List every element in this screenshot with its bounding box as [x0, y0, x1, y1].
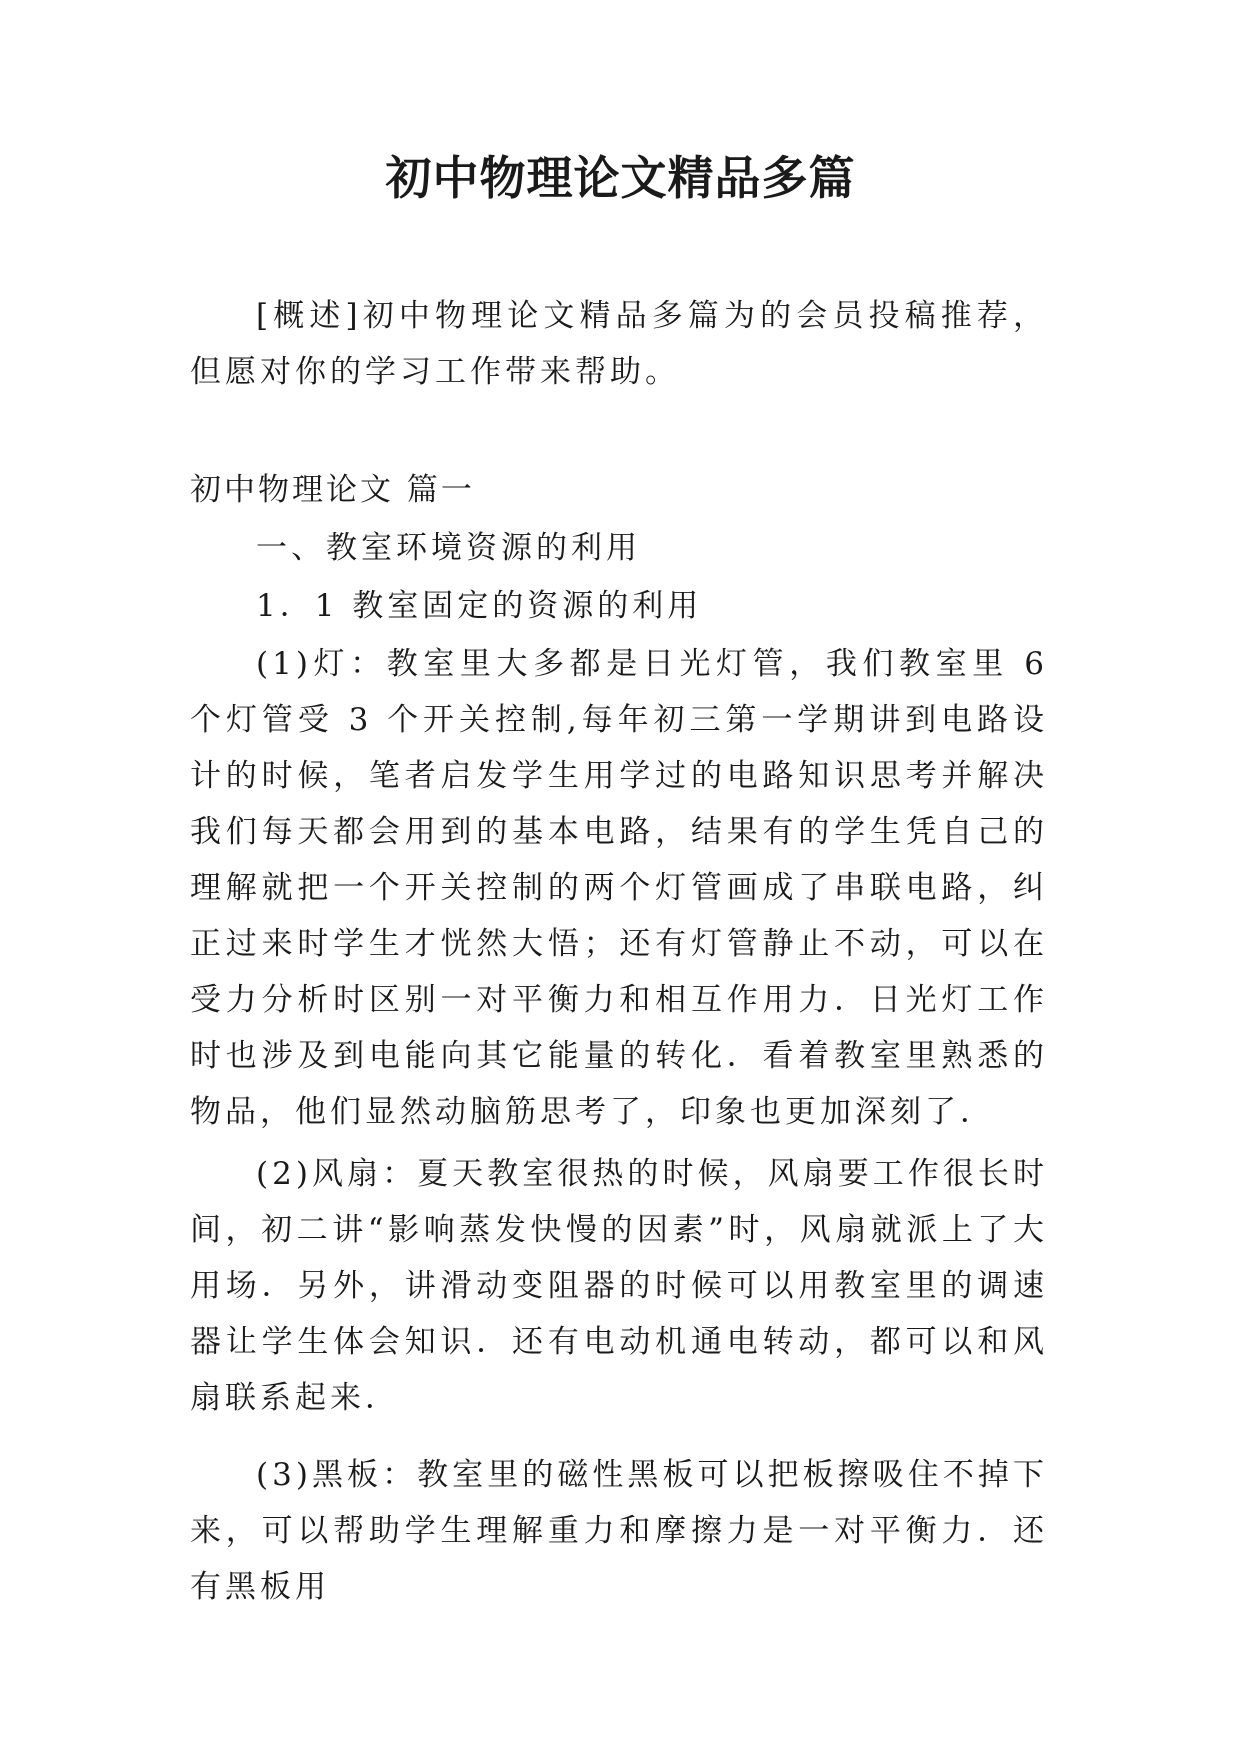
body-paragraph: (1)灯：教室里大多都是日光灯管，我们教室里 6 个灯管受 3 个开关控制,每年初三第一学期讲到电路设计的时候，笔者启发学生用学过的电路知识思考并解决我们每天都会用到的基本电路，结果有的学生凭自己的理解就把一个开关控制的两个灯管画成了串联电路，纠正过来时学生才恍然大悟；还有灯管静止不动，可以在受力分析时区别一对平衡力和相互作用力．日光灯工作时也涉及到电能向其它能量的转化．看着教室里熟悉的物品，他们显然动脑筋思考了，印象也更加深刻了．	[190, 646, 1048, 1130]
body-paragraph: (3)黑板：教室里的磁性黑板可以把板擦吸住不掉下来，可以帮助学生理解重力和摩擦力是一对平衡力．还有黑板用	[190, 1457, 1048, 1605]
sub-heading: 1．1 教室固定的资源的利用	[256, 588, 703, 624]
abstract-paragraph: [概述]初中物理论文精品多篇为的会员投稿推荐，但愿对你的学习工作带来帮助。	[190, 298, 1048, 390]
sub-heading: 一、教室环境资源的利用	[256, 530, 641, 566]
body-paragraph: (2)风扇：夏天教室很热的时候，风扇要工作很长时间，初二讲“影响蒸发快慢的因素”时，风扇就派上了大用场．另外，讲滑动变阻器的时候可以用教室里的调速器让学生体会知识．还有电动机通电转动，都可以和风扇联系起来．	[190, 1156, 1048, 1416]
document-title: 初中物理论文精品多篇	[385, 151, 856, 205]
section-heading: 初中物理论文 篇一	[190, 472, 475, 508]
